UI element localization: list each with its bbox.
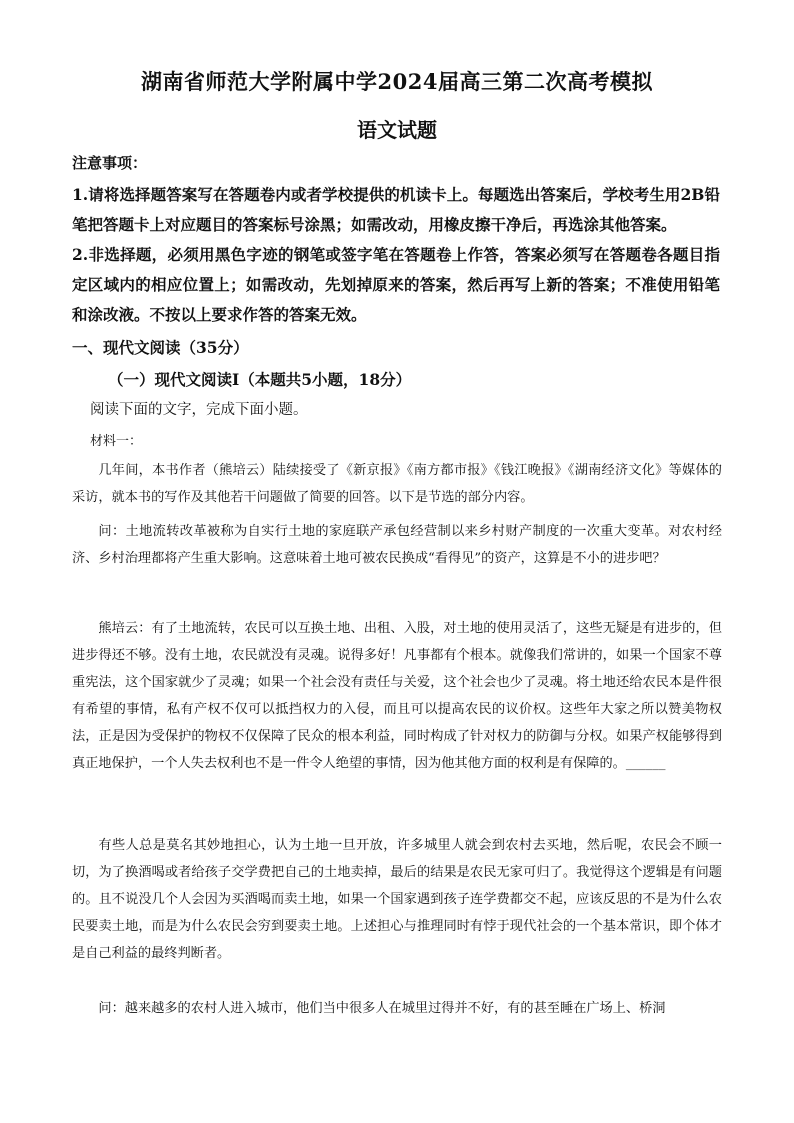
paragraph-3: 熊培云：有了土地流转，农民可以互换土地、出租、入股，对土地的使用灵活了，这些无疑是有进步的，但进步得还不够。没有土地，农民就没有灵魂。说得多好！凡事都有个根本。就像我们常讲的，如果一个国家不尊重宪法，这个国家就少了灵魂；如果一个社会没有责任与关爱，这个社会也少了灵魂。将土地还给农民本是件很有希望的事情，私有产权不仅可以抵挡权力的入侵，而且可以提高农民的议价权。这些年大家之所以赞美物权法，正是因为受保护的物权不仅保障了民众的根本利益，同时构成了针对权力的防御与分权。如果产权能够得到真正地保护，一个人失去权利也不是一件令人绝望的事情，因为他其他方面的权利是有保障的。______: [72, 621, 722, 771]
material-label: 材料一：: [90, 434, 143, 449]
section-heading: 一、现代文阅读（35分）: [72, 338, 249, 357]
subsection-heading: （一）现代文阅读Ⅰ（本题共5小题，18分）: [108, 370, 412, 389]
instruction-text: 阅读下面的文字，完成下面小题。: [90, 402, 308, 418]
paragraph-5: 问：越来越多的农村人进入城市，他们当中很多人在城里过得并不好，有的甚至睡在广场上、桥洞: [98, 1001, 666, 1016]
paragraph-1: 几年间，本书作者（熊培云）陆续接受了《新京报》《南方都市报》《钱江晚报》《湖南经济文化》等媒体的采访，就本书的写作及其他若干问题做了简要的回答。以下是节选的部分内容。: [72, 463, 722, 505]
exam-title: 湖南省师范大学附属中学2024届高三第二次高考模拟: [141, 69, 653, 94]
exam-subtitle: 语文试题: [357, 118, 437, 142]
notice-item-1: 1.请将选择题答案写在答题卷内或者学校提供的机读卡上。每题选出答案后，学校考生用2B铅笔把答题卡上对应题目的答案标号涂黑；如需改动，用橡皮擦干净后，再选涂其他答案。: [72, 185, 720, 234]
paragraph-2: 问：土地流转改革被称为自实行土地的家庭联产承包经营制以来乡村财产制度的一次重大变革。对农村经济、乡村治理都将产生重大影响。这意味着土地可被农民换成“看得见”的资产，这算是不小的进步吧？: [72, 524, 722, 566]
paragraph-4: 有些人总是莫名其妙地担心，认为土地一旦开放，许多城里人就会到农村去买地，然后呢，农民会不顾一切，为了换酒喝或者给孩子交学费把自己的土地卖掉，最后的结果是农民无家可归了。我觉得这个逻辑是有问题的。且不说没几个人会因为买酒喝而卖土地，如果一个国家遇到孩子连学费都交不起，应该反思的不是为什么农民要卖土地，而是为什么农民会穷到要卖土地。上述担心与推理同时有悖于现代社会的一个基本常识，即个体才是自己利益的最终判断者。: [72, 838, 722, 961]
notice-item-2: 2.非选择题，必须用黑色字迹的钢笔或签字笔在答题卷上作答，答案必须写在答题卷各题目指定区域内的相应位置上；如需改动，先划掉原来的答案，然后再写上新的答案；不准使用铅笔和涂改液。不按以上要求作答的答案无效。: [72, 245, 720, 324]
notice-heading: 注意事项：: [72, 154, 148, 172]
